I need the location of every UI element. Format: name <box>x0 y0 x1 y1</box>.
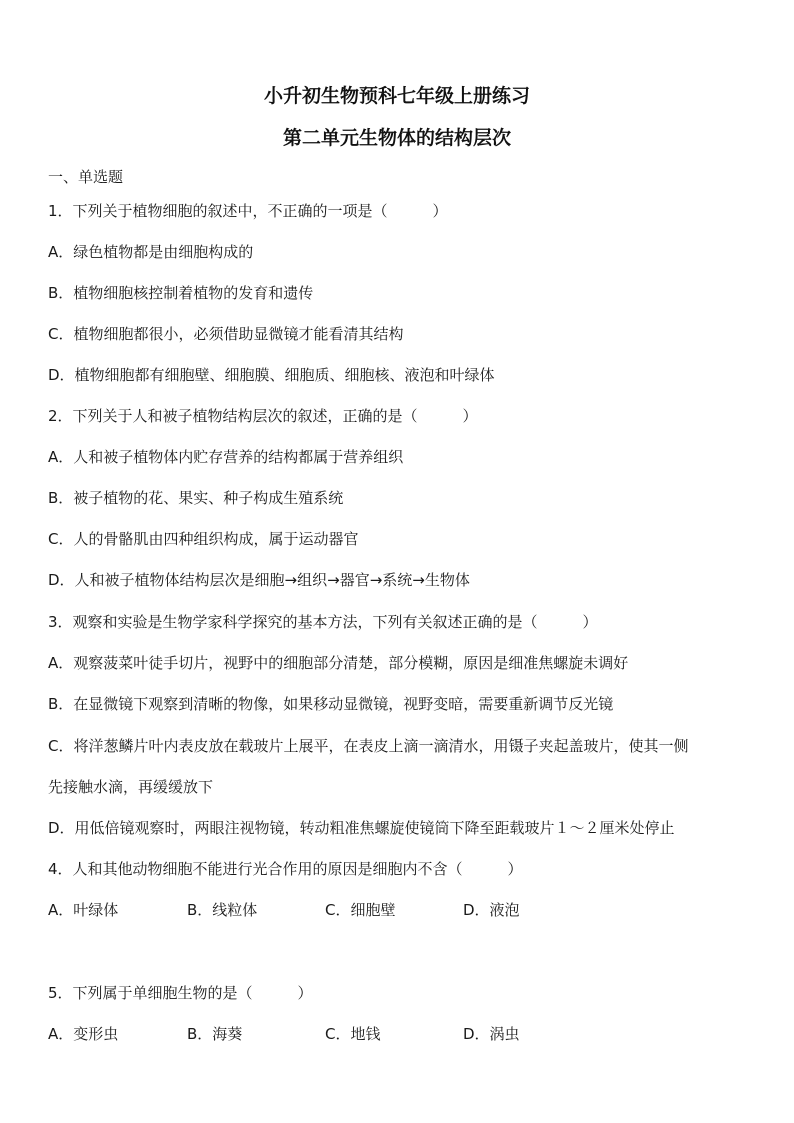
question-1-stem: 1．下列关于植物细胞的叙述中，不正确的一项是（ ） <box>48 202 448 220</box>
question-1-option-c: C．植物细胞都很小，必须借助显微镜才能看清其结构 <box>48 325 404 343</box>
question-5-option-d: D．涡虫 <box>463 1025 520 1043</box>
question-4-option-a: A．叶绿体 <box>48 901 119 919</box>
question-3-option-a: A．观察菠菜叶徒手切片，视野中的细胞部分清楚，部分模糊，原因是细准焦螺旋未调好 <box>48 654 629 672</box>
question-3-option-c: C．将洋葱鳞片叶内表皮放在载玻片上展平，在表皮上滴一滴清水，用镊子夹起盖玻片，使其一侧 <box>48 737 689 755</box>
question-5-stem: 5．下列属于单细胞生物的是（ ） <box>48 984 313 1002</box>
question-2-option-b: B．被子植物的花、果实、种子构成生殖系统 <box>48 489 344 507</box>
document-subtitle: 第二单元生物体的结构层次 <box>282 127 511 149</box>
question-4-option-b: B．线粒体 <box>187 901 258 919</box>
question-4-option-c: C．细胞壁 <box>325 901 396 919</box>
question-1-option-d: D．植物细胞都有细胞壁、细胞膜、细胞质、细胞核、液泡和叶绿体 <box>48 366 495 384</box>
question-5-option-a: A．变形虫 <box>48 1025 119 1043</box>
section-heading: 一、单选题 <box>48 168 124 186</box>
question-1-option-b: B．植物细胞核控制着植物的发育和遗传 <box>48 284 314 302</box>
question-2-stem: 2．下列关于人和被子植物结构层次的叙述，正确的是（ ） <box>48 407 478 425</box>
question-2-option-d: D．人和被子植物体结构层次是细胞→组织→器官→系统→生物体 <box>48 571 470 589</box>
question-3-option-d: D．用低倍镜观察时，两眼注视物镜，转动粗准焦螺旋使镜筒下降至距载玻片１～２厘米处停止 <box>48 819 675 837</box>
document-title: 小升初生物预科七年级上册练习 <box>263 85 530 107</box>
question-4-stem: 4．人和其他动物细胞不能进行光合作用的原因是细胞内不含（ ） <box>48 860 523 878</box>
question-4-option-d: D．液泡 <box>463 901 520 919</box>
question-2-option-c: C．人的骨骼肌由四种组织构成，属于运动器官 <box>48 530 359 548</box>
question-5-option-c: C．地钱 <box>325 1025 381 1043</box>
question-2-option-a: A．人和被子植物体内贮存营养的结构都属于营养组织 <box>48 448 404 466</box>
question-1-option-a: A．绿色植物都是由细胞构成的 <box>48 243 254 261</box>
question-3-option-c-continued: 先接触水滴，再缓缓放下 <box>48 778 214 796</box>
question-5-option-b: B．海葵 <box>187 1025 243 1043</box>
question-3-stem: 3．观察和实验是生物学家科学探究的基本方法，下列有关叙述正确的是（ ） <box>48 613 598 631</box>
question-3-option-b: B．在显微镜下观察到清晰的物像，如果移动显微镜，视野变暗，需要重新调节反光镜 <box>48 695 614 713</box>
